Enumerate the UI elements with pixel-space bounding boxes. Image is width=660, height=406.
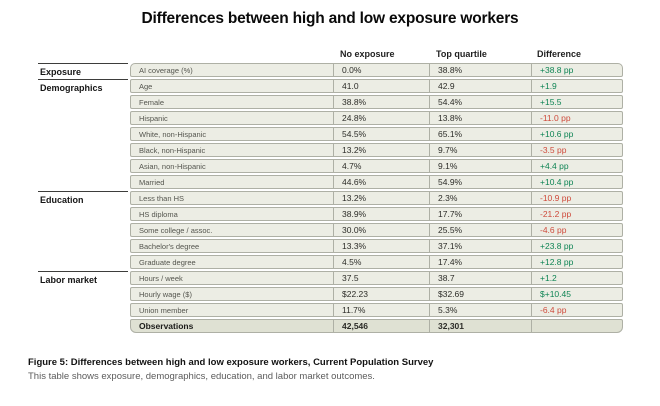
top-quartile-value: 54.4%: [429, 96, 531, 108]
no-exposure-value: 24.8%: [333, 112, 429, 124]
difference-value: -4.6 pp: [531, 224, 622, 236]
row-label: Hourly wage ($): [139, 289, 192, 299]
difference-value: +15.5: [531, 96, 622, 108]
difference-value: +1.2: [531, 272, 622, 284]
top-quartile-value: 65.1%: [429, 128, 531, 140]
row-label: Observations: [139, 321, 194, 331]
difference-value: +4.4 pp: [531, 160, 622, 172]
no-exposure-value: $22.23: [333, 288, 429, 300]
no-exposure-value: 38.8%: [333, 96, 429, 108]
difference-value: +23.8 pp: [531, 240, 622, 252]
row-label: AI coverage (%): [139, 65, 193, 75]
table-row: [130, 95, 623, 109]
table-total-row: [130, 319, 623, 333]
row-label: Black, non-Hispanic: [139, 145, 206, 155]
row-label: Hours / week: [139, 273, 183, 283]
no-exposure-value: 37.5: [333, 272, 429, 284]
figure-caption-block: [28, 357, 433, 382]
table-row: [130, 79, 623, 93]
figure-table: [130, 63, 623, 333]
figure-title: Differences between high and low exposure workers: [141, 10, 519, 27]
difference-value: [531, 320, 622, 332]
no-exposure-value: 4.7%: [333, 160, 429, 172]
difference-value: -3.5 pp: [531, 144, 622, 156]
table-row: [130, 271, 623, 285]
no-exposure-value: 13.2%: [333, 144, 429, 156]
difference-value: +38.8 pp: [531, 64, 622, 76]
difference-value: +10.4 pp: [531, 176, 622, 188]
top-quartile-value: 38.7: [429, 272, 531, 284]
table-row: [130, 127, 623, 141]
table-row: [130, 191, 623, 205]
top-quartile-value: 38.8%: [429, 64, 531, 76]
table-row: [130, 175, 623, 189]
top-quartile-value: 42.9: [429, 80, 531, 92]
difference-value: +10.6 pp: [531, 128, 622, 140]
table-row: [130, 239, 623, 253]
row-label: Asian, non-Hispanic: [139, 161, 206, 171]
no-exposure-value: 44.6%: [333, 176, 429, 188]
figure-caption: Figure 5: Differences between high and low exposure workers, Current Population Survey: [28, 357, 434, 368]
difference-value: -21.2 pp: [531, 208, 622, 220]
row-label: Married: [139, 177, 165, 187]
row-label: Some college / assoc.: [139, 225, 213, 235]
table-row: [130, 287, 623, 301]
no-exposure-value: 54.5%: [333, 128, 429, 140]
top-quartile-value: 9.1%: [429, 160, 531, 172]
top-quartile-value: 54.9%: [429, 176, 531, 188]
no-exposure-value: 42,546: [333, 320, 429, 332]
row-label: Age: [139, 81, 153, 91]
no-exposure-value: 4.5%: [333, 256, 429, 268]
top-quartile-value: 13.8%: [429, 112, 531, 124]
no-exposure-value: 11.7%: [333, 304, 429, 316]
difference-value: -6.4 pp: [531, 304, 622, 316]
section-label-demographics: Demographics: [38, 79, 128, 191]
section-label-exposure: Exposure: [38, 63, 128, 79]
difference-value: +1.9: [531, 80, 622, 92]
no-exposure-value: 41.0: [333, 80, 429, 92]
top-quartile-value: 9.7%: [429, 144, 531, 156]
no-exposure-value: 0.0%: [333, 64, 429, 76]
table-row: [130, 143, 623, 157]
row-label: Less than HS: [139, 193, 185, 203]
table-row: [130, 303, 623, 317]
table-row: [130, 255, 623, 269]
top-quartile-value: 17.7%: [429, 208, 531, 220]
row-label: Graduate degree: [139, 257, 196, 267]
difference-value: -11.0 pp: [531, 112, 622, 124]
no-exposure-value: 38.9%: [333, 208, 429, 220]
top-quartile-value: 32,301: [429, 320, 531, 332]
row-label: Union member: [139, 305, 189, 315]
no-exposure-value: 13.2%: [333, 192, 429, 204]
no-exposure-value: 30.0%: [333, 224, 429, 236]
row-label: HS diploma: [139, 209, 178, 219]
column-header-difference: Difference: [537, 49, 582, 59]
section-label-labor-market: Labor market: [38, 271, 128, 333]
table-row: [130, 223, 623, 237]
difference-value: -10.9 pp: [531, 192, 622, 204]
top-quartile-value: 2.3%: [429, 192, 531, 204]
row-label: Hispanic: [139, 113, 168, 123]
top-quartile-value: 5.3%: [429, 304, 531, 316]
row-label: Female: [139, 97, 165, 107]
no-exposure-value: 13.3%: [333, 240, 429, 252]
category-column: [38, 63, 128, 333]
section-label-education: Education: [38, 191, 128, 271]
row-label: Bachelor's degree: [139, 241, 200, 251]
difference-value: $+10.45: [531, 288, 622, 300]
column-header-top-quartile: Top quartile: [436, 49, 487, 59]
row-label: White, non-Hispanic: [139, 129, 207, 139]
figure-subcaption: This table shows exposure, demographics, education, and labor market outcomes.: [28, 371, 375, 382]
top-quartile-value: 17.4%: [429, 256, 531, 268]
top-quartile-value: $32.69: [429, 288, 531, 300]
table-row: [130, 207, 623, 221]
top-quartile-value: 37.1%: [429, 240, 531, 252]
difference-value: +12.8 pp: [531, 256, 622, 268]
column-header-no-exposure: No exposure: [340, 49, 395, 59]
table-row: [130, 63, 623, 77]
table-row: [130, 111, 623, 125]
top-quartile-value: 25.5%: [429, 224, 531, 236]
table-row: [130, 159, 623, 173]
